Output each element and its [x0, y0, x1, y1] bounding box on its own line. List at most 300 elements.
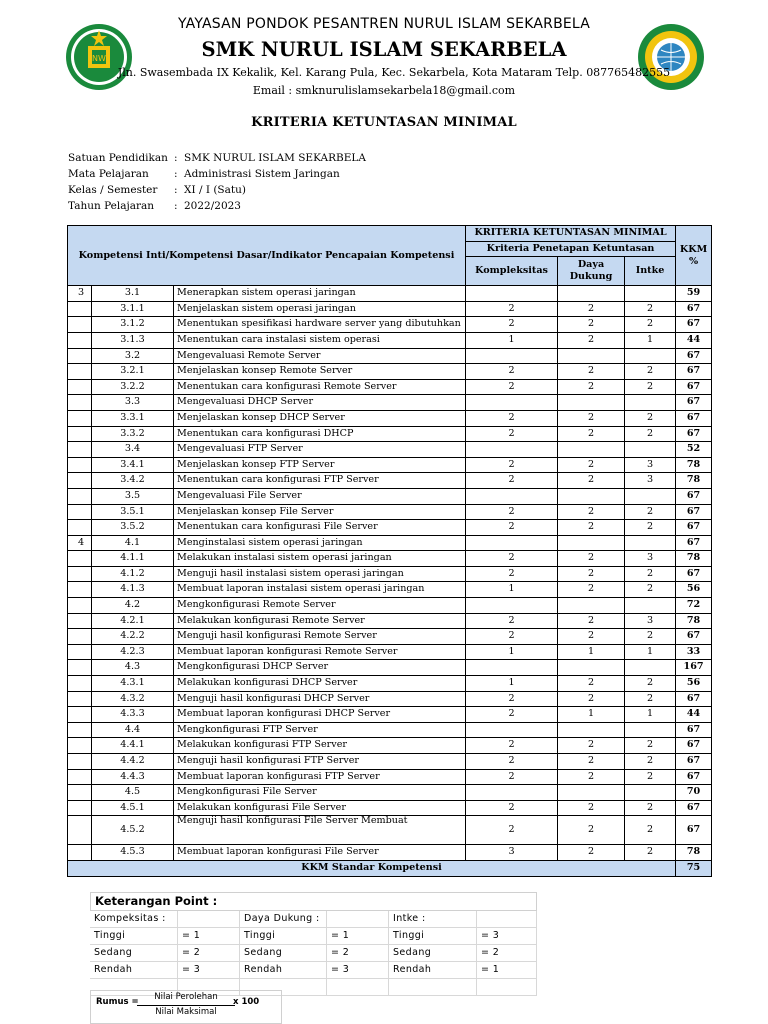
ki-cell — [68, 722, 92, 738]
kd-cell: 3.1.2 — [92, 317, 174, 333]
kkm-cell: 67 — [676, 566, 712, 582]
identity-row — [68, 198, 366, 214]
description-cell: Melakukan konfigurasi FTP Server — [174, 738, 466, 754]
legend-cell: Sedang — [90, 945, 178, 962]
legend-cell: = 1 — [477, 962, 537, 979]
description-cell: Menerapkan sistem operasi jaringan — [174, 286, 466, 302]
kkm-cell: 67 — [676, 738, 712, 754]
point-legend — [90, 892, 537, 996]
kkm-cell: 67 — [676, 426, 712, 442]
ki-cell — [68, 629, 92, 645]
kkm-cell: 33 — [676, 644, 712, 660]
complexity-cell: 2 — [466, 317, 558, 333]
support-cell: 2 — [558, 613, 625, 629]
legend-cell — [389, 979, 477, 996]
kd-cell: 3.4 — [92, 442, 174, 458]
support-cell: 2 — [558, 301, 625, 317]
table-row — [68, 535, 712, 551]
identity-label: Mata Pelajaran — [68, 168, 149, 180]
support-cell — [558, 395, 625, 411]
description-cell: Menguji hasil instalasi sistem operasi jaringan — [174, 566, 466, 582]
kkm-cell: 78 — [676, 473, 712, 489]
kkm-cell: 67 — [676, 520, 712, 536]
kkm-cell: 67 — [676, 395, 712, 411]
ki-cell — [68, 800, 92, 816]
formula-multiplier: x 100 — [233, 997, 260, 1007]
description-cell: Melakukan konfigurasi File Server — [174, 800, 466, 816]
kkm-table-body — [68, 286, 712, 861]
legend-cell — [477, 979, 537, 996]
support-cell: 2 — [558, 582, 625, 598]
description-cell: Menentukan cara konfigurasi Remote Server — [174, 379, 466, 395]
table-row — [68, 332, 712, 348]
complexity-cell: 2 — [466, 691, 558, 707]
table-row — [68, 629, 712, 645]
identity-row — [68, 150, 366, 166]
kkm-cell: 72 — [676, 598, 712, 614]
kkm-cell: 67 — [676, 769, 712, 785]
kd-cell: 3.2 — [92, 348, 174, 364]
identity-row — [68, 182, 366, 198]
support-cell: 2 — [558, 800, 625, 816]
ki-cell — [68, 332, 92, 348]
kkm-cell: 67 — [676, 301, 712, 317]
support-cell: 2 — [558, 629, 625, 645]
complexity-cell — [466, 722, 558, 738]
intake-cell: 2 — [625, 504, 676, 520]
table-row — [68, 598, 712, 614]
ki-cell — [68, 613, 92, 629]
identity-separator: : — [174, 168, 178, 180]
kd-cell: 3.1.3 — [92, 332, 174, 348]
kkm-cell: 67 — [676, 691, 712, 707]
ki-cell — [68, 551, 92, 567]
support-cell: 2 — [558, 332, 625, 348]
school-email: Email : smknurulislamsekarbela18@gmail.com — [252, 84, 516, 97]
intake-cell — [625, 348, 676, 364]
identity-value: XI / I (Satu) — [184, 184, 246, 196]
legend-cell: Rendah — [240, 962, 327, 979]
identity-value: 2022/2023 — [184, 200, 241, 212]
complexity-cell: 2 — [466, 816, 558, 845]
ki-cell — [68, 738, 92, 754]
intake-cell — [625, 488, 676, 504]
support-cell — [558, 785, 625, 801]
kd-cell: 3.2.1 — [92, 364, 174, 380]
legend-cell: Tinggi — [90, 928, 178, 945]
kkm-cell: 67 — [676, 348, 712, 364]
kd-cell: 3.5.1 — [92, 504, 174, 520]
support-cell: 2 — [558, 520, 625, 536]
kkm-cell: 70 — [676, 785, 712, 801]
intake-cell: 2 — [625, 566, 676, 582]
kd-cell: 4.5.1 — [92, 800, 174, 816]
kd-cell: 4.3.1 — [92, 676, 174, 692]
kd-cell: 4.5 — [92, 785, 174, 801]
description-cell: Mengevaluasi File Server — [174, 488, 466, 504]
table-row — [68, 738, 712, 754]
kd-cell: 3.3.1 — [92, 410, 174, 426]
kkm-standard-value: 75 — [676, 860, 712, 876]
table-row — [68, 800, 712, 816]
kd-cell: 3.5 — [92, 488, 174, 504]
kd-cell: 4.3.2 — [92, 691, 174, 707]
intake-cell: 2 — [625, 691, 676, 707]
legend-title: Keterangan Point : — [90, 892, 537, 911]
ki-cell — [68, 317, 92, 333]
table-row — [68, 348, 712, 364]
kkm-cell: 67 — [676, 379, 712, 395]
complexity-cell — [466, 442, 558, 458]
ki-cell — [68, 598, 92, 614]
ki-cell — [68, 488, 92, 504]
ki-cell — [68, 566, 92, 582]
intake-cell: 2 — [625, 738, 676, 754]
table-row — [68, 691, 712, 707]
table-row — [68, 504, 712, 520]
description-cell: Menjelaskan konsep DHCP Server — [174, 410, 466, 426]
ki-cell: 4 — [68, 535, 92, 551]
description-cell: Menguji hasil konfigurasi FTP Server — [174, 754, 466, 770]
intake-cell: 2 — [625, 845, 676, 861]
complexity-cell: 2 — [466, 613, 558, 629]
complexity-cell: 2 — [466, 364, 558, 380]
kd-cell: 4.3.3 — [92, 707, 174, 723]
formula-box — [90, 990, 282, 1024]
intake-cell: 3 — [625, 551, 676, 567]
complexity-cell — [466, 535, 558, 551]
complexity-cell: 1 — [466, 676, 558, 692]
kkm-cell: 78 — [676, 457, 712, 473]
complexity-cell: 2 — [466, 551, 558, 567]
table-row — [68, 754, 712, 770]
kkm-cell: 59 — [676, 286, 712, 302]
support-header: Daya Dukung — [558, 257, 625, 286]
complexity-cell: 2 — [466, 457, 558, 473]
fraction-bar — [137, 1005, 235, 1006]
kd-cell: 3.3.2 — [92, 426, 174, 442]
support-cell: 2 — [558, 364, 625, 380]
description-cell: Melakukan instalasi sistem operasi jaringan — [174, 551, 466, 567]
intake-cell: 1 — [625, 644, 676, 660]
kkm-cell: 56 — [676, 676, 712, 692]
intake-cell: 2 — [625, 800, 676, 816]
description-cell: Mengevaluasi Remote Server — [174, 348, 466, 364]
description-cell: Menjelaskan konsep File Server — [174, 504, 466, 520]
complexity-cell — [466, 785, 558, 801]
support-cell: 2 — [558, 457, 625, 473]
table-row — [68, 845, 712, 861]
school-name: SMK NURUL ISLAM SEKARBELA — [201, 38, 567, 61]
description-cell: Membuat laporan konfigurasi Remote Server — [174, 644, 466, 660]
complexity-cell: 3 — [466, 845, 558, 861]
kkm-table — [67, 225, 712, 877]
legend-cell: = 3 — [477, 928, 537, 945]
kd-cell: 4.2.3 — [92, 644, 174, 660]
kd-cell: 4.4.2 — [92, 754, 174, 770]
kkm-cell: 67 — [676, 317, 712, 333]
support-cell — [558, 535, 625, 551]
intake-cell: 2 — [625, 754, 676, 770]
kkm-cell: 67 — [676, 722, 712, 738]
support-cell — [558, 488, 625, 504]
table-row — [68, 317, 712, 333]
complexity-cell: 2 — [466, 754, 558, 770]
kkm-cell: 56 — [676, 582, 712, 598]
intake-cell: 2 — [625, 379, 676, 395]
intake-cell: 1 — [625, 332, 676, 348]
criteria-header: Kriteria Penetapan Ketuntasan — [466, 241, 676, 257]
complexity-cell: 2 — [466, 566, 558, 582]
ki-cell — [68, 504, 92, 520]
legend-cell: = 1 — [327, 928, 389, 945]
kd-cell: 3.1 — [92, 286, 174, 302]
kd-cell: 4.2.2 — [92, 629, 174, 645]
kd-cell: 4.4 — [92, 722, 174, 738]
intake-cell — [625, 442, 676, 458]
school-address: Jln. Swasembada IX Kekalik, Kel. Karang Pula, Kec. Sekarbela, Kota Mataram Telp. 087765482555 — [117, 66, 671, 79]
support-cell: 2 — [558, 769, 625, 785]
kkm-cell: 44 — [676, 707, 712, 723]
complexity-cell — [466, 488, 558, 504]
table-row — [68, 551, 712, 567]
complexity-cell: 1 — [466, 582, 558, 598]
kd-cell: 4.4.1 — [92, 738, 174, 754]
kkm-cell: 67 — [676, 754, 712, 770]
identity-label: Kelas / Semester — [68, 184, 158, 196]
identity-value: SMK NURUL ISLAM SEKARBELA — [184, 152, 366, 164]
complexity-cell: 1 — [466, 644, 558, 660]
table-row — [68, 816, 712, 845]
support-cell: 2 — [558, 410, 625, 426]
support-cell: 2 — [558, 317, 625, 333]
complexity-cell: 2 — [466, 738, 558, 754]
legend-cell — [178, 911, 240, 928]
ki-cell — [68, 676, 92, 692]
kd-cell: 3.1.1 — [92, 301, 174, 317]
kkm-cell: 67 — [676, 800, 712, 816]
ki-cell — [68, 785, 92, 801]
ki-cell — [68, 395, 92, 411]
description-cell: Membuat laporan instalasi sistem operasi jaringan — [174, 582, 466, 598]
kd-cell: 3.4.1 — [92, 457, 174, 473]
table-row — [68, 644, 712, 660]
description-cell: Menguji hasil konfigurasi Remote Server — [174, 629, 466, 645]
table-row — [68, 785, 712, 801]
intake-cell: 1 — [625, 707, 676, 723]
intake-cell: 2 — [625, 629, 676, 645]
complexity-cell: 2 — [466, 520, 558, 536]
kd-cell: 4.1 — [92, 535, 174, 551]
legend-cell: = 2 — [178, 945, 240, 962]
legend-cell: Kompeksitas : — [90, 911, 178, 928]
kkm-cell: 67 — [676, 535, 712, 551]
kkm-cell: 52 — [676, 442, 712, 458]
intake-cell — [625, 286, 676, 302]
support-cell: 2 — [558, 845, 625, 861]
complexity-cell: 2 — [466, 473, 558, 489]
legend-cell: = 2 — [477, 945, 537, 962]
intake-cell: 3 — [625, 457, 676, 473]
table-row — [68, 379, 712, 395]
table-row — [68, 520, 712, 536]
description-cell: Menguji hasil konfigurasi DHCP Server — [174, 691, 466, 707]
support-cell — [558, 348, 625, 364]
intake-cell: 2 — [625, 364, 676, 380]
intake-cell: 2 — [625, 410, 676, 426]
complexity-cell — [466, 395, 558, 411]
legend-cell: Sedang — [389, 945, 477, 962]
intake-cell — [625, 785, 676, 801]
description-cell: Menentukan cara instalasi sistem operasi — [174, 332, 466, 348]
support-cell: 1 — [558, 707, 625, 723]
legend-cell: Rendah — [389, 962, 477, 979]
formula-numerator: Nilai Perolehan — [154, 992, 218, 1002]
support-cell: 1 — [558, 644, 625, 660]
support-cell: 2 — [558, 754, 625, 770]
kkm-standard-label: KKM Standar Kompetensi — [68, 860, 676, 876]
legend-cell — [477, 911, 537, 928]
support-cell — [558, 722, 625, 738]
complexity-cell: 2 — [466, 301, 558, 317]
kkm-cell: 167 — [676, 660, 712, 676]
kkm-cell: 67 — [676, 410, 712, 426]
ki-cell — [68, 301, 92, 317]
legend-grid — [90, 911, 537, 996]
support-cell: 2 — [558, 473, 625, 489]
table-row — [68, 457, 712, 473]
description-cell: Mengevaluasi FTP Server — [174, 442, 466, 458]
table-row — [68, 301, 712, 317]
table-row — [68, 722, 712, 738]
ki-cell — [68, 707, 92, 723]
kd-cell: 3.3 — [92, 395, 174, 411]
description-cell: Mengkonfigurasi DHCP Server — [174, 660, 466, 676]
ki-cell: 3 — [68, 286, 92, 302]
support-cell — [558, 286, 625, 302]
legend-cell — [327, 979, 389, 996]
complexity-cell — [466, 286, 558, 302]
ki-cell — [68, 816, 92, 845]
competency-header: Kompetensi Inti/Kompetensi Dasar/Indikator Pencapaian Kompetensi — [68, 226, 466, 286]
kkm-cell: 67 — [676, 488, 712, 504]
description-cell: Menginstalasi sistem operasi jaringan — [174, 535, 466, 551]
complexity-cell — [466, 598, 558, 614]
kd-cell: 4.1.2 — [92, 566, 174, 582]
kkm-cell: 67 — [676, 816, 712, 845]
complexity-cell: 2 — [466, 707, 558, 723]
table-row — [68, 286, 712, 302]
ki-cell — [68, 691, 92, 707]
ki-cell — [68, 379, 92, 395]
kd-cell: 4.1.3 — [92, 582, 174, 598]
intake-cell — [625, 660, 676, 676]
table-row — [68, 566, 712, 582]
ki-cell — [68, 520, 92, 536]
complexity-cell: 2 — [466, 504, 558, 520]
kkm-cell: 67 — [676, 364, 712, 380]
identity-separator: : — [174, 184, 178, 196]
table-row — [68, 364, 712, 380]
description-cell: Menentukan cara konfigurasi File Server — [174, 520, 466, 536]
kd-cell: 3.5.2 — [92, 520, 174, 536]
intake-cell: 2 — [625, 769, 676, 785]
support-cell: 2 — [558, 691, 625, 707]
identity-separator: : — [174, 152, 178, 164]
ki-cell — [68, 364, 92, 380]
ki-cell — [68, 754, 92, 770]
kd-cell: 4.5.2 — [92, 816, 174, 845]
table-row — [68, 395, 712, 411]
ki-cell — [68, 473, 92, 489]
intake-cell: 2 — [625, 520, 676, 536]
intake-cell: 2 — [625, 301, 676, 317]
support-cell — [558, 660, 625, 676]
table-row — [68, 488, 712, 504]
legend-cell: Tinggi — [389, 928, 477, 945]
kkm-percent-header: KKM % — [676, 226, 712, 286]
complexity-header: Kompleksitas — [466, 257, 558, 286]
description-cell: Menentukan spesifikasi hardware server yang dibutuhkan — [174, 317, 466, 333]
identity-label: Tahun Pelajaran — [68, 200, 155, 212]
intake-cell — [625, 395, 676, 411]
intake-cell: 3 — [625, 473, 676, 489]
description-cell: Menentukan cara konfigurasi DHCP — [174, 426, 466, 442]
ki-cell — [68, 644, 92, 660]
support-cell: 2 — [558, 504, 625, 520]
ki-cell — [68, 660, 92, 676]
intake-cell: 2 — [625, 676, 676, 692]
description-cell: Menguji hasil konfigurasi File Server Membuat — [174, 816, 466, 845]
kkm-cell: 67 — [676, 504, 712, 520]
support-cell — [558, 598, 625, 614]
kkm-cell: 78 — [676, 613, 712, 629]
ki-cell — [68, 457, 92, 473]
ki-cell — [68, 845, 92, 861]
complexity-cell: 2 — [466, 769, 558, 785]
kkm-cell: 78 — [676, 845, 712, 861]
document-title: KRITERIA KETUNTASAN MINIMAL — [251, 115, 517, 130]
legend-cell: Sedang — [240, 945, 327, 962]
kd-cell: 4.2.1 — [92, 613, 174, 629]
support-cell: 2 — [558, 738, 625, 754]
description-cell: Mengevaluasi DHCP Server — [174, 395, 466, 411]
letterhead — [0, 0, 768, 100]
complexity-cell: 2 — [466, 379, 558, 395]
complexity-cell — [466, 660, 558, 676]
identity-label: Satuan Pendidikan — [68, 152, 168, 164]
complexity-cell: 1 — [466, 332, 558, 348]
support-cell: 2 — [558, 566, 625, 582]
intake-cell: 2 — [625, 317, 676, 333]
legend-cell: = 2 — [327, 945, 389, 962]
ki-cell — [68, 582, 92, 598]
legend-cell: = 3 — [327, 962, 389, 979]
table-footer-row — [68, 860, 712, 876]
legend-cell: Tinggi — [240, 928, 327, 945]
kd-cell: 4.2 — [92, 598, 174, 614]
ki-cell — [68, 426, 92, 442]
kd-cell: 4.3 — [92, 660, 174, 676]
support-cell: 2 — [558, 551, 625, 567]
identity-row — [68, 166, 366, 182]
table-row — [68, 613, 712, 629]
table-row — [68, 660, 712, 676]
intake-cell: 2 — [625, 582, 676, 598]
description-cell: Mengkonfigurasi File Server — [174, 785, 466, 801]
kkm-cell: 44 — [676, 332, 712, 348]
legend-cell: Rendah — [90, 962, 178, 979]
